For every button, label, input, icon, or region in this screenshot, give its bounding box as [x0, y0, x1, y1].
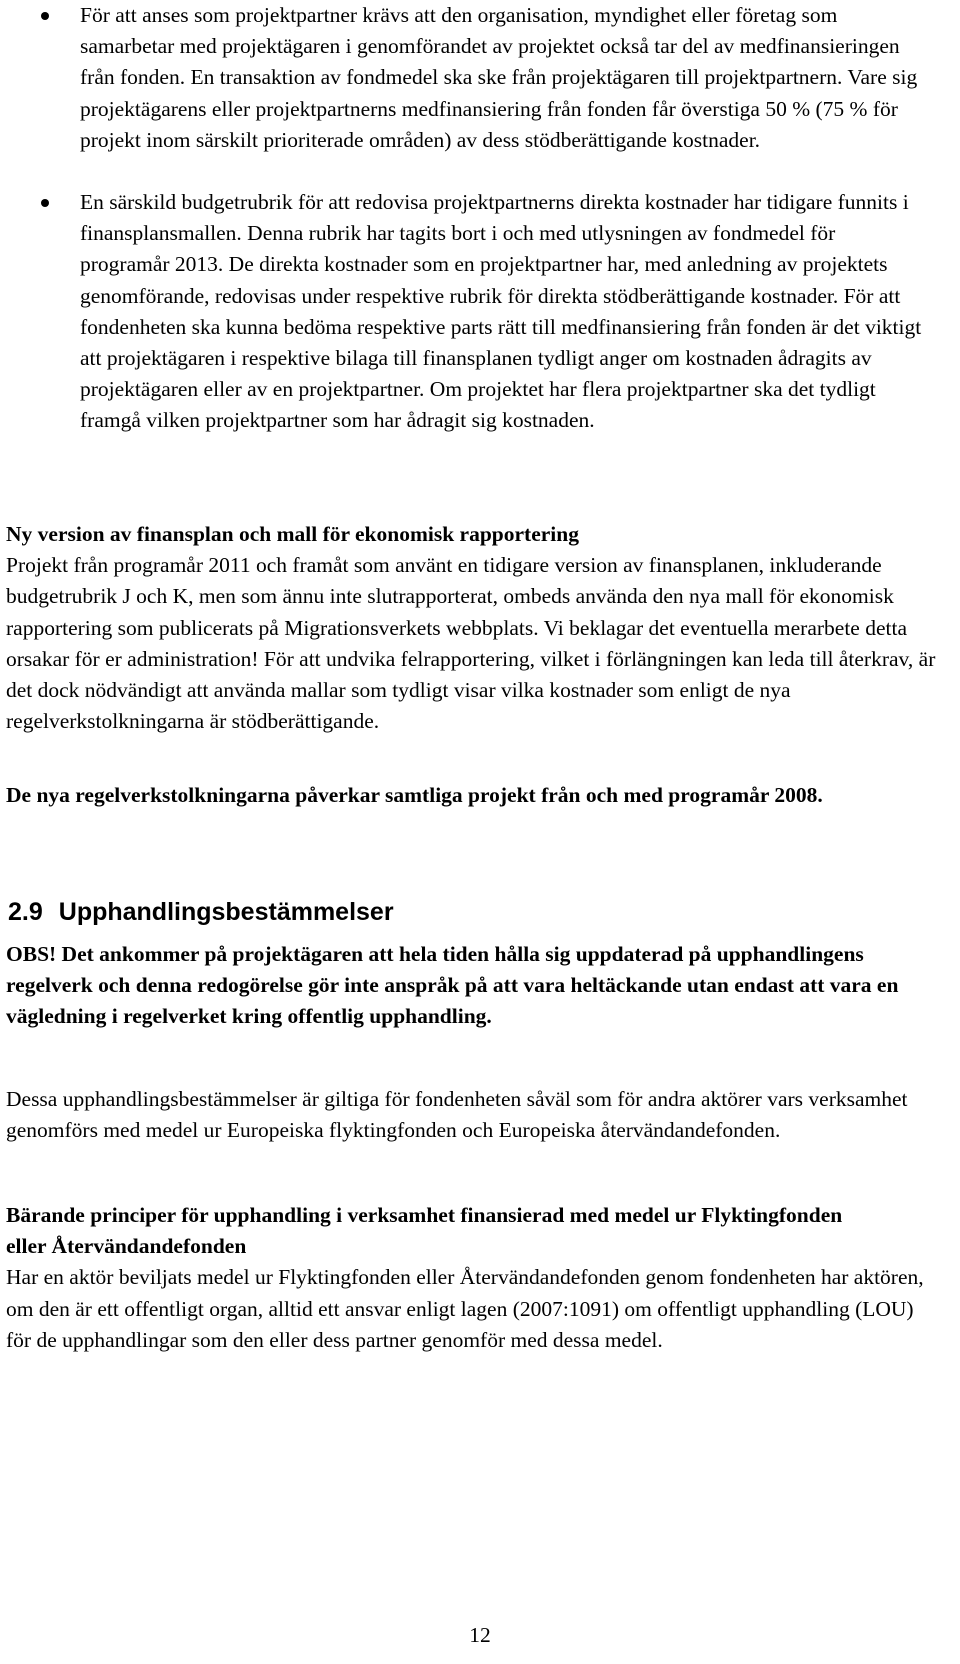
bullet-text: För att anses som projektpartner krävs att den organisation, myndighet eller företag som samarbetar med projektägaren i genomförandet av projektet också tar del av medfinansieringen från fonden. En transaktion av fondmedel ska ske från projektägaren till projektpartnern. Vare sig projektägarens eller projektpartnerns medfinansiering från fonden får överstiga 50 % (75 % för projekt inom särskilt prioriterade områden) av dess stödberättigande kostnader.: [80, 3, 918, 152]
principles-section: [6, 1200, 936, 1356]
validity-paragraph: Dessa upphandlingsbestämmelser är giltiga för fondenheten såväl som för andra aktörer vars verksamhet genomförs med medel ur Europeiska flyktingfonden och Europeiska återvändandefonden.: [6, 1087, 908, 1143]
principles-heading: Bärande principer för upphandling i verksamhet finansierad med medel ur Flyktingfonden eller Återvändandefonden: [6, 1203, 843, 1259]
section-title: Upphandlingsbestämmelser: [58, 898, 394, 926]
bullet-dot-icon: [41, 12, 49, 20]
obs-notice: OBS! Det ankommer på projektägaren att hela tiden hålla sig uppdaterad på upphandlingens regelverk och denna redogörelse gör inte anspråk på att vara heltäckande utan endast att vara en vägledning i regelverket kring offentlig upphandling.: [6, 942, 899, 1029]
page-number: 12: [469, 1623, 491, 1647]
bullet-item-budget-rubric: [0, 187, 960, 437]
bullet-dot-icon: [41, 199, 49, 207]
new-version-section: [6, 519, 936, 737]
new-version-heading: Ny version av finansplan och mall för ekonomisk rapportering: [6, 522, 579, 546]
rule-notice: De nya regelverkstolkningarna påverkar samtliga projekt från och med programår 2008.: [6, 783, 823, 807]
bullet-list: [0, 0, 960, 437]
bullet-item-partner-definition: [0, 0, 960, 156]
new-version-body: Projekt från programår 2011 och framåt som använt en tidigare version av finansplanen, inkluderande budgetrubrik J och K, men som ännu inte slutrapporterat, ombeds använda den nya mall för ekonomisk rapportering som publicerats på Migrationsverkets webbplats. Vi beklagar det eventuella merarbete detta orsakar för er administration! För att undvika felrapportering, vilket i förlängningen kan leda till återkrav, är det dock nödvändigt att använda mallar som tydligt visar vilka kostnader som enligt de nya regelverkstolkningarna är stödberättigande.: [6, 553, 936, 734]
bullet-text: En särskild budgetrubrik för att redovisa projektpartnerns direkta kostnader har tidigare funnits i finansplansmallen. Denna rubrik har tagits bort i och med utlysningen av fondmedel för programår 2013. De direkta kostnader som en projektpartner har, med anledning av projektets genomförande, redovisas under respektive rubrik för direkta stödberättigande kostnader. För att fondenheten ska kunna bedöma respektive parts rätt till medfinansiering från fonden är det viktigt att projektägaren i respektive bilaga till finansplanen tydligt anger om kostnaden ådragits av projektägaren eller av en projektpartner. Om projektet har flera projektpartner ska det tydligt framgå vilken projektpartner som har ådragit sig kostnaden.: [80, 190, 922, 433]
section-heading: [8, 897, 394, 927]
principles-body: Har en aktör beviljats medel ur Flyktingfonden eller Återvändandefonden genom fondenheten har aktören, om den är ett offentligt organ, alltid ett ansvar enligt lagen (2007:1091) om offentligt upphandling (LOU) för de upphandlingar som den eller dess partner genomför med dessa medel.: [6, 1265, 924, 1352]
section-number: 2.9: [8, 898, 43, 926]
